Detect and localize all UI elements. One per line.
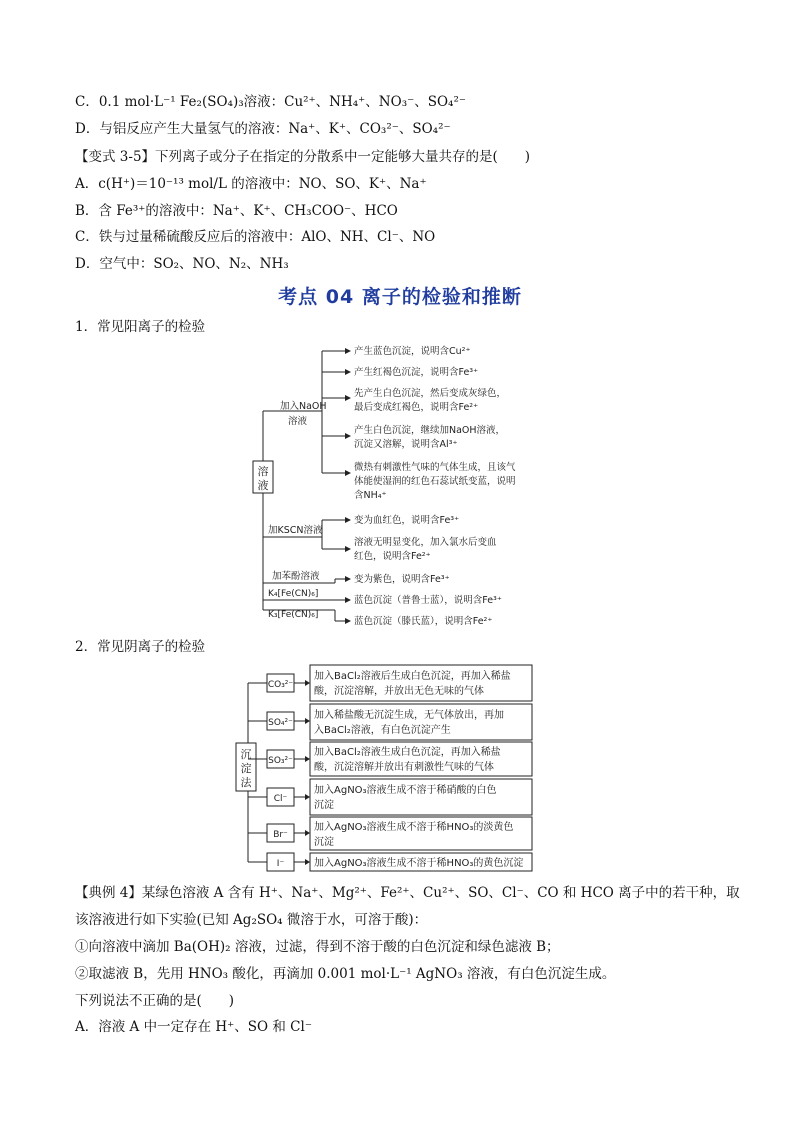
result-so3: 加入BaCl₂溶液生成白色沉淀，再加入稀盐 xyxy=(314,747,501,758)
result-so4: 入BaCl₂溶液，有白色沉淀产生 xyxy=(314,725,451,736)
result-cl: 加入AgNO₃溶液生成不溶于稀硝酸的白色 xyxy=(314,785,497,796)
kscn-result-fe2: 溶液无明显变化，加入氯水后变血 xyxy=(354,537,497,548)
naoh-result-nh4: 微热有刺激性气味的气体生成，且该气 xyxy=(354,462,516,473)
example-line1: 【典例 4】某绿色溶液 A 含有 H⁺、Na⁺、Mg²⁺、Fe²⁺、Cu²⁺、SO、Cl⁻、CO 和 HCO 离子中的若干种，取 xyxy=(75,885,740,901)
ion-label-co3: CO₃²⁻ xyxy=(267,680,294,690)
result-so4: 加入稀盐酸无沉淀生成，无气体放出，再加 xyxy=(314,710,504,721)
k4-result: 蓝色沉淀（普鲁士蓝），说明含Fe³⁺ xyxy=(354,595,502,606)
naoh-result-nh4: 体能使湿润的红色石蕊试纸变蓝，说明 xyxy=(354,476,516,487)
section-title: 考点 04 离子的检验和推断 xyxy=(278,286,522,308)
naoh-result-fe3: 产生红褐色沉淀，说明含Fe³⁺ xyxy=(354,367,479,378)
variant-option-a: A．c(H⁺)＝10⁻¹³ mol/L 的溶液中：NO、SO、K⁺、Na⁺ xyxy=(75,176,427,192)
result-co3: 加入BaCl₂溶液后生成白色沉淀，再加入稀盐 xyxy=(314,671,511,682)
example-step1: ①向溶液中滴加 Ba(OH)₂ 溶液，过滤，得到不溶于酸的白色沉淀和绿色滤液 B； xyxy=(75,939,560,955)
variant-option-c: C．铁与过量稀硫酸反应后的溶液中：AlO、NH、Cl⁻、NO xyxy=(75,229,436,245)
result-so3: 酸，沉淀溶解并放出有刺激性气味的气体 xyxy=(314,762,494,773)
phenol-label: 加苯酚溶液 xyxy=(272,571,320,582)
variant-stem: 【变式 3-5】下列离子或分子在指定的分散系中一定能够大量共存的是( ) xyxy=(75,149,531,165)
result-br: 加入AgNO₃溶液生成不溶于稀HNO₃的淡黄色 xyxy=(314,822,514,833)
naoh-label: 溶液 xyxy=(288,416,308,427)
result-br: 沉淀 xyxy=(314,837,334,848)
cation-root-char: 溶 xyxy=(257,465,269,478)
k3-label: K₃[Fe(CN)₆] xyxy=(268,610,319,620)
naoh-label: 加入NaOH xyxy=(280,401,327,412)
example-step2: ②取滤液 B，先用 HNO₃ 酸化，再滴加 0.001 mol·L⁻¹ AgNO₃ 溶液，有白色沉淀生成。 xyxy=(75,966,616,982)
kscn-result-fe3: 变为血红色，说明含Fe³⁺ xyxy=(354,515,460,526)
naoh-result-fe2: 最后变成红褐色，说明含Fe²⁺ xyxy=(354,402,479,413)
variant-option-b: B．含 Fe³⁺的溶液中：Na⁺、K⁺、CH₃COO⁻、HCO xyxy=(75,203,398,219)
variant-option-d: D．空气中：SO₂、NO、N₂、NH₃ xyxy=(75,256,289,272)
ion-label-cl: Cl⁻ xyxy=(273,794,288,804)
result-cl: 沉淀 xyxy=(314,800,334,811)
kscn-label: 加KSCN溶液 xyxy=(268,525,323,536)
ion-label-br: Br⁻ xyxy=(273,830,288,840)
cation-root-char: 液 xyxy=(257,479,269,492)
k4-label: K₄[Fe(CN)₆] xyxy=(268,589,319,599)
anion-heading: 2．常见阴离子的检验 xyxy=(75,639,206,655)
ion-label-so4: SO₄²⁻ xyxy=(268,718,293,728)
example-question: 下列说法不正确的是( ) xyxy=(75,993,235,1009)
anion-root-char: 法 xyxy=(240,776,252,789)
naoh-result-al: 产生白色沉淀，继续加NaOH溶液， xyxy=(354,425,506,436)
ion-label-so3: SO₃²⁻ xyxy=(268,756,293,766)
naoh-result-al: 沉淀又溶解，说明含Al³⁺ xyxy=(354,439,458,450)
option-d-line: D．与铝反应产生大量氢气的溶液：Na⁺、K⁺、CO₃²⁻、SO₄²⁻ xyxy=(75,121,451,137)
result-co3: 酸，沉淀溶解，并放出无色无味的气体 xyxy=(314,686,484,697)
result-i: 加入AgNO₃溶液生成不溶于稀HNO₃的黄色沉淀 xyxy=(314,858,524,869)
cation-heading: 1．常见阳离子的检验 xyxy=(75,319,206,335)
k3-result: 蓝色沉淀（滕氏蓝），说明含Fe²⁺ xyxy=(354,616,493,627)
option-c-line: C．0.1 mol·L⁻¹ Fe₂(SO₄)₃溶液：Cu²⁺、NH₄⁺、NO₃⁻、SO₄²⁻ xyxy=(75,94,466,110)
naoh-result-fe2: 先产生白色沉淀，然后变成灰绿色， xyxy=(354,388,507,399)
example-option-a: A．溶液 A 中一定存在 H⁺、SO 和 Cl⁻ xyxy=(75,1019,312,1035)
ion-label-i: I⁻ xyxy=(276,859,285,869)
phenol-result: 变为紫色，说明含Fe³⁺ xyxy=(354,574,450,585)
anion-root-char: 沉 xyxy=(240,748,252,761)
naoh-result-cu: 产生蓝色沉淀，说明含Cu²⁺ xyxy=(354,346,471,357)
example-line2: 该溶液进行如下实验(已知 Ag₂SO₄ 微溶于水，可溶于酸)： xyxy=(75,912,428,928)
naoh-result-nh4: 含NH₄⁺ xyxy=(354,490,387,501)
kscn-result-fe2: 红色，说明含Fe²⁺ xyxy=(354,551,431,562)
anion-root-char: 淀 xyxy=(240,762,252,775)
